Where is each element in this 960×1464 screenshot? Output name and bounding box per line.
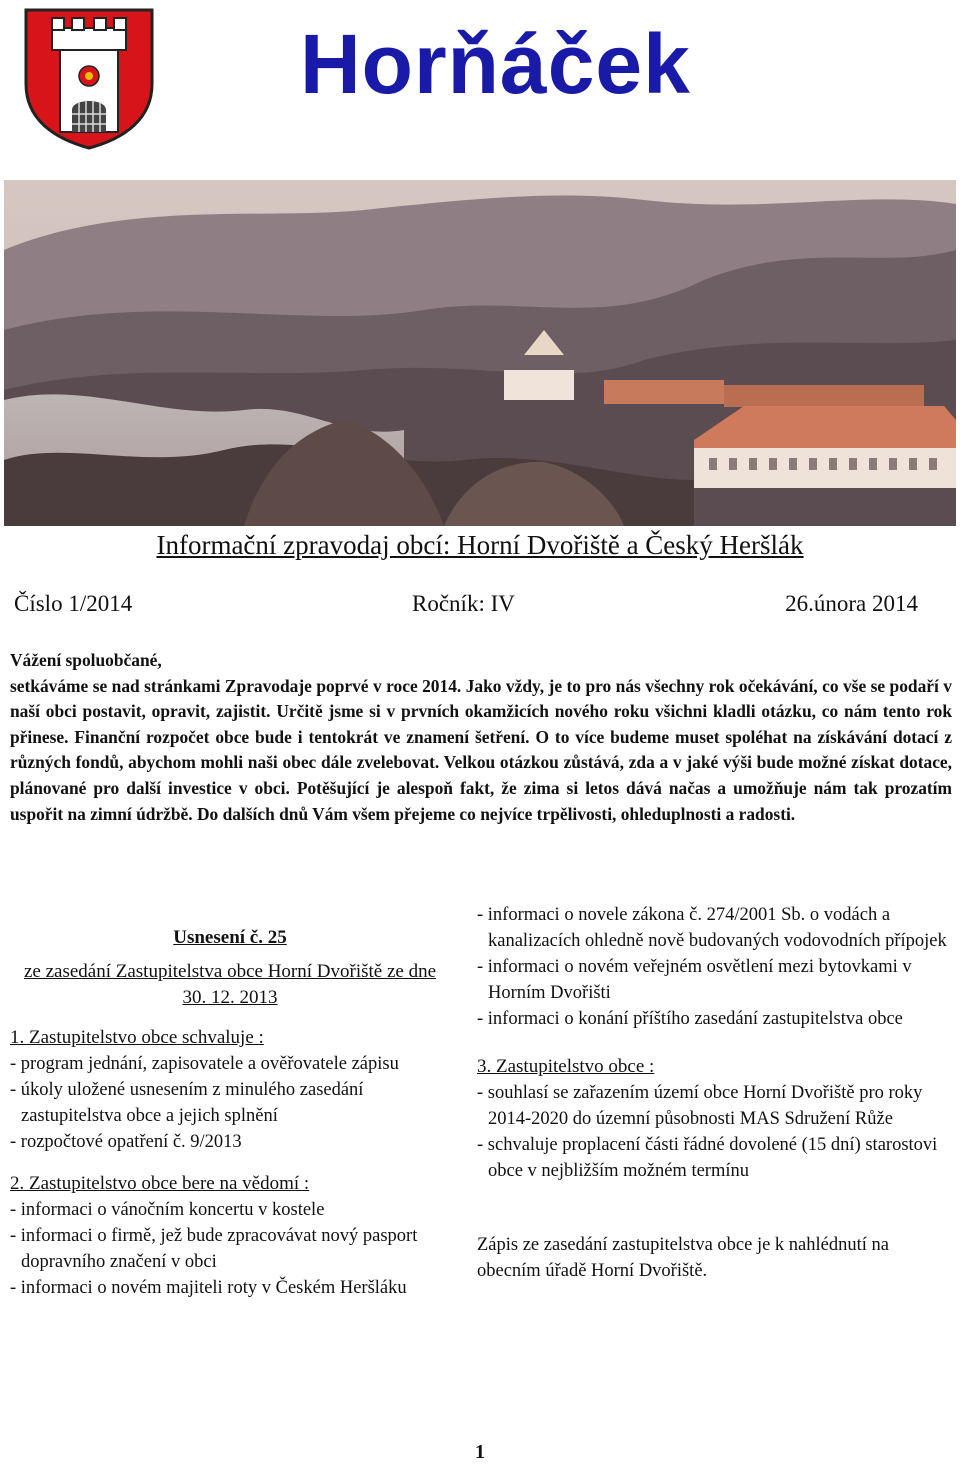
list-item: - informaci o vánočním koncertu v kostele — [10, 1200, 325, 1220]
resolution-right-column — [477, 902, 947, 1284]
list-item: - informaci o novele zákona č. 274/2001 Sb. o vodách a kanalizacích ohledně nově budovaných vodovodních přípojek — [477, 905, 947, 951]
list-item: - program jednání, zapisovatele a ověřovatele zápisu — [10, 1054, 399, 1074]
newsletter-subtitle: Informační zpravodaj obcí: Horní Dvořiště a Český Heršlák — [156, 530, 804, 560]
minutes-note: Zápis ze zasedání zastupitelstva obce je k nahlédnutí na obecním úřadě Horní Dvořiště. — [477, 1235, 889, 1281]
landscape-photo — [4, 180, 956, 526]
issue-number: Číslo 1/2014 — [14, 591, 133, 616]
resolution-title: Usnesení č. 25 — [173, 927, 287, 948]
section2-list-left — [10, 1197, 450, 1301]
page-number: 1 — [475, 1441, 485, 1463]
section1-heading: 1. Zastupitelstvo obce schvaluje : — [10, 1027, 264, 1048]
list-item: - informaci o firmě, jež bude zpracovávat nový pasport dopravního značení v obci — [10, 1226, 418, 1272]
intro-greeting: Vážení spoluobčané, — [10, 650, 162, 670]
resolution-left-column — [10, 925, 450, 1301]
issue-date: 26.února 2014 — [785, 591, 918, 616]
list-item: - rozpočtové opatření č. 9/2013 — [10, 1132, 242, 1152]
section2-list-right — [477, 902, 947, 1032]
section3-heading: 3. Zastupitelstvo obce : — [477, 1056, 655, 1077]
list-item: - informaci o novém majiteli roty v Českém Heršláku — [10, 1278, 407, 1298]
list-item: - informaci o konání příštího zasedání zastupitelstva obce — [477, 1009, 903, 1029]
section2-heading: 2. Zastupitelstvo obce bere na vědomí : — [10, 1173, 310, 1194]
list-item: - schvaluje proplacení části řádné dovolené (15 dní) starostovi obce v nejbližším možném termínu — [477, 1135, 938, 1181]
resolution-meeting: ze zasedání Zastupitelstva obce Horní Dvořiště ze dne 30. 12. 2013 — [23, 961, 437, 1008]
list-item: - informaci o novém veřejném osvětlení mezi bytovkami v Horním Dvořišti — [477, 957, 912, 1003]
intro-body: setkáváme se nad stránkami Zpravodaje poprvé v roce 2014. Jako vždy, je to pro nás všechny rok očekávání, co vše se podaří v naší obci postavit, opravit, zajistit. Určitě jsme si v prvních okamžicích nového roku všichni kladli otázku, co nám tento rok přinese. Finanční rozpočet obce bude i tentokrát ve znamení šetření. O to více budeme muset spoléhat na získávání dotací z různých fondů, abychom mohli naši obec dále zvelebovat. Velkou otázkou zůstává, zda a v jaké výši bude možné získat dotace, plánované pro další investice v obci. Potěšující je alespoň fakt, že zima si letos dává načas a umožňuje nám tak prozatím uspořit na zimní údržbě. Do dalších dnů Vám všem přejeme co nejvíce trpělivosti, ohleduplnosti a radosti. — [10, 675, 952, 824]
issue-volume: Ročník: IV — [412, 591, 515, 616]
section3-list — [477, 1080, 947, 1184]
intro-section — [10, 648, 952, 827]
list-item: - souhlasí se zařazením území obce Horní Dvořiště pro roky 2014-2020 do územní působnosti MAS Sdružení Růže — [477, 1083, 923, 1129]
coat-of-arms-logo — [22, 6, 156, 152]
list-item: - úkoly uložené usnesením z minulého zasedání zastupitelstva obce a jejich splnění — [10, 1080, 364, 1126]
masthead-title: Horňáček — [300, 17, 691, 111]
section1-list — [10, 1051, 450, 1155]
